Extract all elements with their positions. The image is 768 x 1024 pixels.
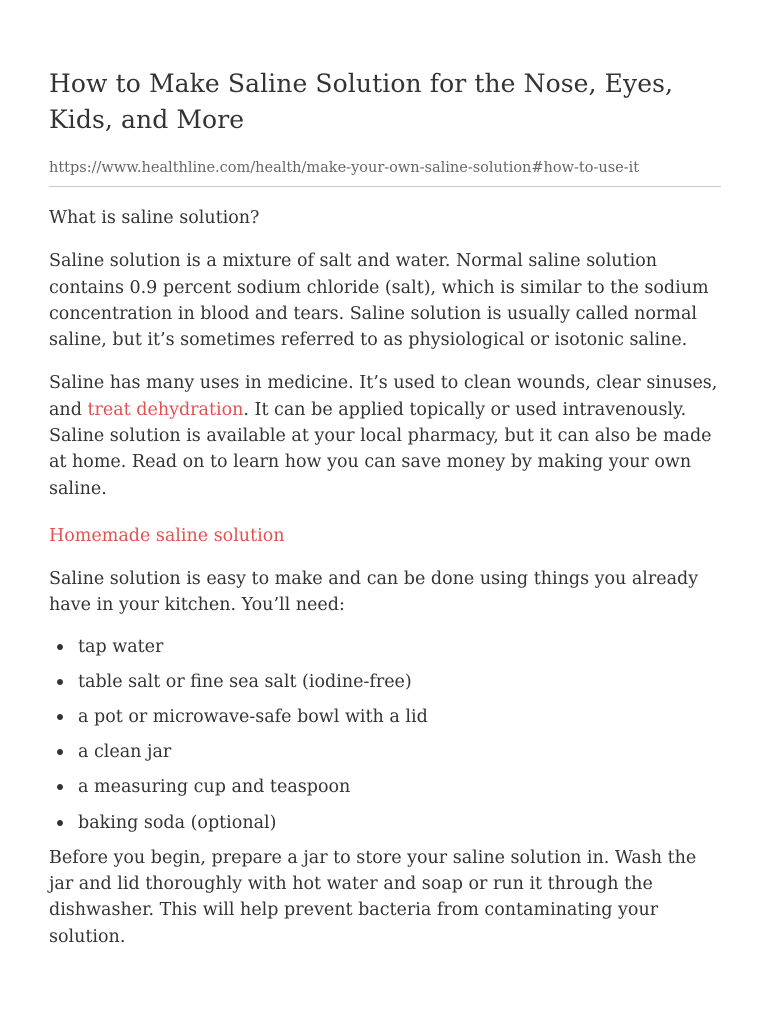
list-item-text: a pot or microwave-safe bowl with a lid: [78, 706, 428, 727]
bullet-icon: [57, 784, 63, 790]
bullet-icon: [57, 714, 63, 720]
list-item: [49, 774, 721, 800]
bullet-icon: [57, 679, 63, 685]
list-item-text: a clean jar: [78, 742, 172, 763]
paragraph-definition: Saline solution is a mixture of salt and water. Normal saline solution contains 0.9 percent sodium chloride (salt), which is similar to the sodium concentration in blood and tears. Saline solution is usually called normal saline, but it’s sometimes referred to as physiological or isotonic saline.: [49, 251, 709, 351]
list-item: [49, 810, 721, 836]
list-item: [49, 634, 721, 660]
list-item-text: tap water: [78, 636, 164, 657]
article-title: How to Make Saline Solution for the Nose, Eyes, Kids, and More: [49, 69, 674, 134]
source-url[interactable]: https://www.healthline.com/health/make-your-own-saline-solution#how-to-use-it: [49, 158, 721, 187]
subheading-homemade-saline: Homemade saline solution: [49, 525, 285, 546]
paragraph-prepare-jar: Before you begin, prepare a jar to store your saline solution in. Wash the jar and lid thoroughly with hot water and soap or run it through the dishwasher. This will help prevent bacteria from contaminating your solution.: [49, 847, 697, 947]
supplies-list: [49, 634, 721, 836]
paragraph-uses-text-after: . It can be applied topically or used intravenously. Saline solution is available at your local pharmacy, but it can also be made at home. Read on to learn how you can save money by making your own saline.: [49, 399, 712, 499]
list-item-text: baking soda (optional): [78, 812, 277, 833]
list-item-text: table salt or fine sea salt (iodine-free): [78, 671, 412, 692]
bullet-icon: [57, 749, 63, 755]
bullet-icon: [57, 820, 63, 826]
paragraph-uses-text-before: Saline has many uses in medicine. It’s used to clean wounds, clear sinuses, and: [49, 373, 718, 420]
paragraph-needs-intro: Saline solution is easy to make and can be done using things you already have in your kitchen. You’ll need:: [49, 568, 699, 616]
list-item-text: a measuring cup and teaspoon: [78, 777, 351, 798]
paragraph-uses: [49, 370, 721, 501]
list-item: [49, 704, 721, 730]
bullet-icon: [57, 644, 63, 650]
list-item: [49, 739, 721, 765]
article: [49, 66, 721, 950]
treat-dehydration-link[interactable]: treat dehydration: [87, 399, 244, 420]
list-item: [49, 669, 721, 695]
section-question: What is saline solution?: [49, 208, 260, 228]
